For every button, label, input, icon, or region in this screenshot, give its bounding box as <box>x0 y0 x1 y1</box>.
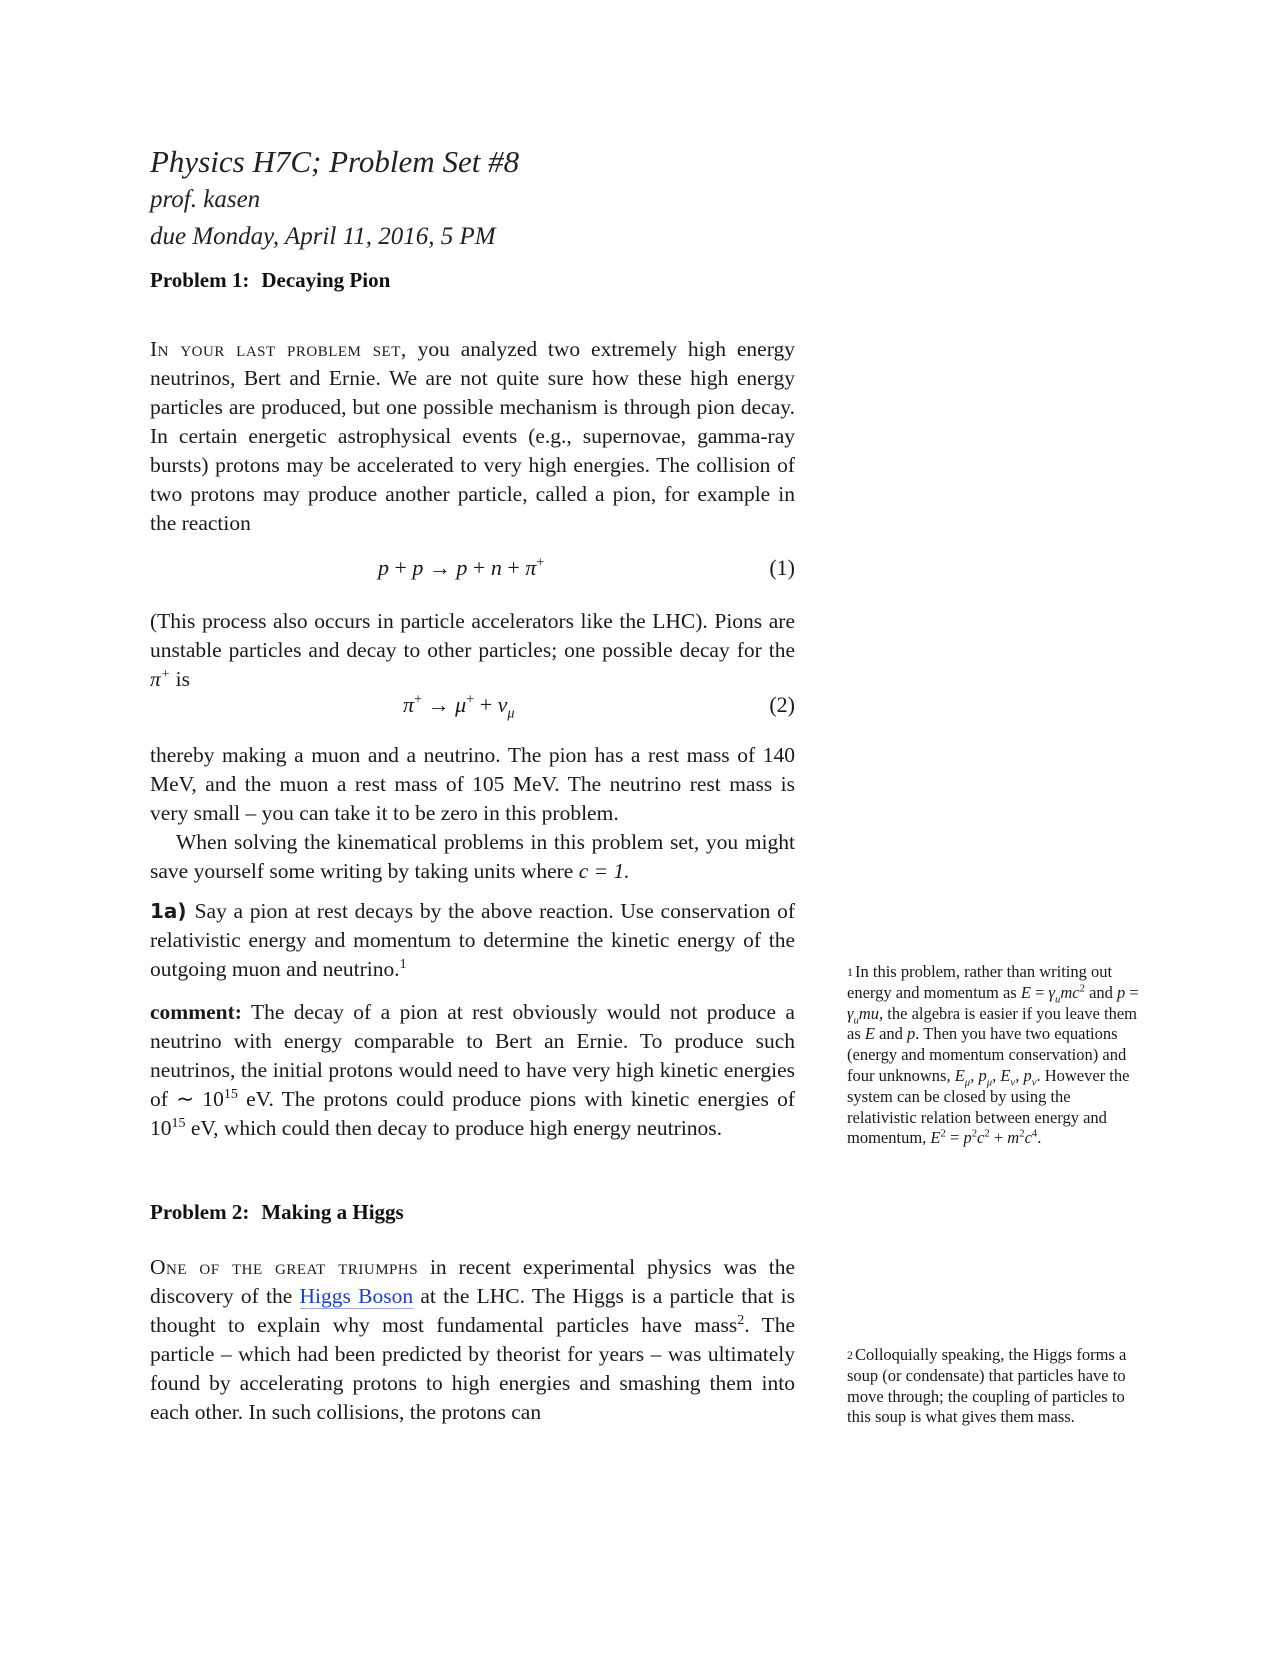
equation-2 <box>150 692 795 722</box>
equation-1-number: (1) <box>769 555 795 580</box>
intro-text: you analyzed two extremely high energy neutrinos, Bert and Ernie. We are not quite sure how these high energy particles are produced, but one possible mechanism is through pion decay. In certain energetic astrophysical events (e.g., supernovae, gamma-ray bursts) protons may be accelerated to very high energies. The collision of two protons may produce another particle, called a pion, for example in the reaction <box>150 337 796 535</box>
problem-1-units-text: When solving the kinematical problems in this problem set, you might save yourself some writing by taking units where c = 1. <box>150 830 795 883</box>
equation-2-number: (2) <box>769 692 795 717</box>
problem-1-intro <box>150 335 795 538</box>
problem-2-intro: One of the great triumphs in recent experimental physics was the discovery of the Higgs Boson at the LHC. The Higgs is a particle that is thought to explain why most fundamental particles have mass$^2$. The particle – which had been predicted by theorist for years – was ultimately found by accelerating protons to high energies and smashing them into each other. In such collisions, the protons can <box>150 1255 796 1424</box>
higgs-boson-link[interactable]: Higgs Boson <box>299 1284 414 1308</box>
due-date: due Monday, April 11, 2016, 5 PM <box>150 223 496 250</box>
problem-1-heading <box>150 266 390 294</box>
problem-2-heading <box>150 1198 404 1226</box>
problem-1-mid-text: (This process also occurs in particle accelerators like the LHC). Pions are unstable particles and decay to other particles; one possible decay for the π+ is <box>150 609 795 691</box>
sidenote-1: $^1$ In this problem, rather than writing out energy and momentum as $E = \gamma_umc^2$ and $p = \gamma_umu$, the algebra is easier if you leave them as E and p. Then you have two equations (energy and momentum conservation) and four unknowns, $E_\mu$, $p_\mu$, $E_\nu$, $p_\nu$. However the system can be closed by using the relativistic relation between energy and momentum, $E^2 = p^2c^2 + m^2c^4$. <box>847 962 1139 1148</box>
problem-2-number: Problem 2: <box>150 1200 250 1224</box>
problem-1-number: Problem 1: <box>150 268 250 292</box>
equation-1 <box>150 555 795 585</box>
footnote-1-ref: 1 <box>399 956 407 972</box>
problem-2-intro-lead: One of the great triumphs <box>150 1255 419 1279</box>
problem-2-title: Making a Higgs <box>261 1200 404 1224</box>
comment-label: comment: <box>150 1000 242 1024</box>
page-title: Physics H7C; Problem Set #8 <box>150 144 520 179</box>
footnote-2-ref: 2 <box>737 1312 745 1328</box>
part-1a-label: 1a) <box>150 899 187 923</box>
sidenote-2: $^2$ Colloquially speaking, the Higgs forms a soup (or condensate) that particles have to move through; the coupling of particles to this soup is what gives them mass. <box>847 1345 1127 1427</box>
equation-1-body: p + p → p + n + π+ <box>378 554 545 580</box>
problem-1-title: Decaying Pion <box>261 268 391 292</box>
equation-2-body: $\pi^+ \to \mu^+ + \nu_\mu$ <box>403 691 515 722</box>
intro-lead: In your last problem set, <box>150 337 407 361</box>
problem-1-comment: comment: The decay of a pion at rest obviously would not produce a neutrino with energy comparable to Bert an Ernie. To produce such neutrinos, the initial protons would need to have very high kinetic energies of ∼ $10^{15}$ eV. The protons could produce pions with kinetic energies of $10^{15}$ eV, which could then decay to produce high energy neutrinos. <box>150 1000 795 1140</box>
part-1a-text: Say a pion at rest decays by the above reaction. Use conservation of relativistic energy and momentum to determine the kinetic energy of the outgoing muon and neutrino. <box>150 899 795 981</box>
problem-1a <box>150 897 795 984</box>
problem-1-after-text: thereby making a muon and a neutrino. The pion has a rest mass of 140 MeV, and the muon a rest mass of 105 MeV. The neutrino rest mass is very small – you can take it to be zero in this problem. <box>150 743 795 825</box>
author: prof. kasen <box>150 186 261 213</box>
